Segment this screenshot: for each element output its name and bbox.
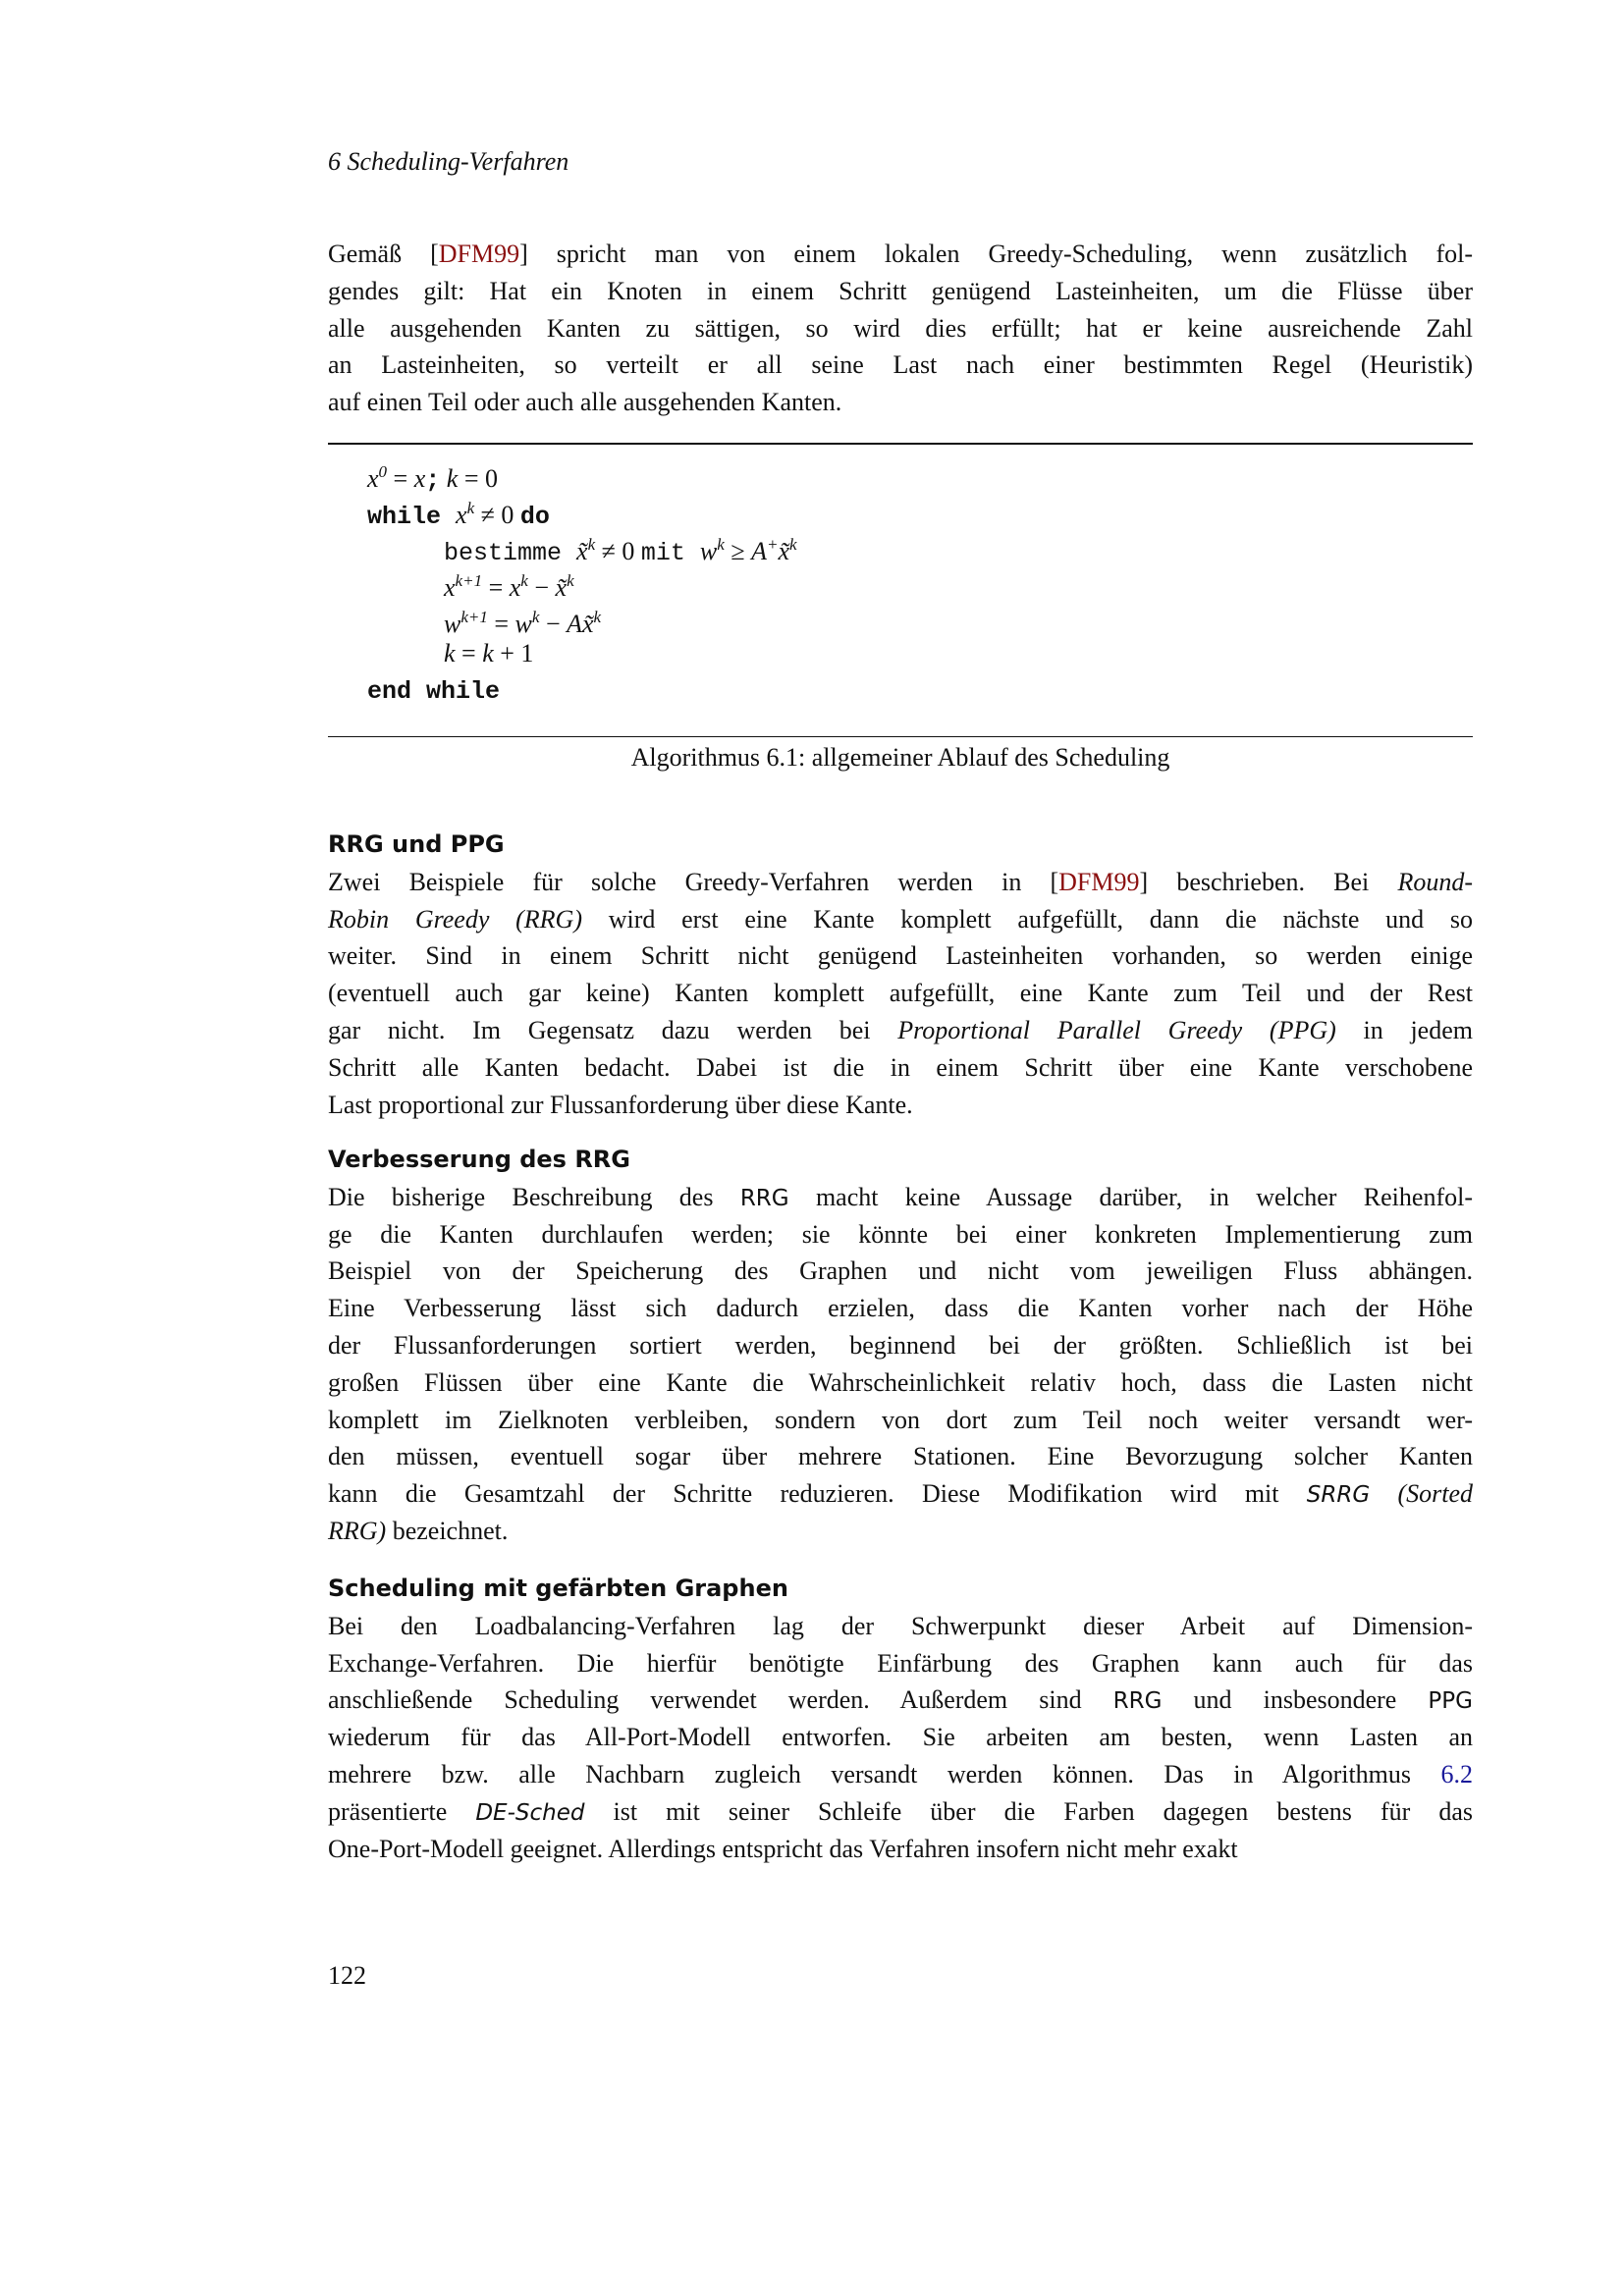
text-line xyxy=(328,1645,1473,1682)
text-line xyxy=(328,1049,1473,1087)
text-line xyxy=(328,864,1473,901)
code-token: ≥ xyxy=(724,537,752,565)
code-token: k xyxy=(444,639,456,667)
code-token: x xyxy=(367,464,379,493)
text-run: alle ausgehenden Kanten zu sättigen, so wird dies erfüllt; hat er keine ausreichende Zahl xyxy=(328,313,1473,343)
code-token: k+1 xyxy=(455,571,483,590)
code-token: x xyxy=(444,573,456,602)
code-token: w xyxy=(699,537,718,565)
algorithm-bottom-rule xyxy=(328,736,1473,737)
code-token: 0 xyxy=(378,462,388,481)
text-run: DE-Sched xyxy=(475,1799,585,1826)
code-token: x̃ xyxy=(576,537,588,565)
text-run: großen Flüssen über eine Kante die Wahrscheinlichkeit relativ hoch, dass die Lasten nicht xyxy=(328,1367,1473,1397)
code-token: = xyxy=(487,610,515,638)
code-token: ; xyxy=(425,466,441,495)
text-line xyxy=(328,1179,1473,1216)
code-token: k xyxy=(446,464,459,493)
code-token: k xyxy=(593,608,602,626)
running-head: 6 Scheduling-Verfahren xyxy=(328,147,569,176)
section-verbesserung-rrg xyxy=(328,1142,1473,1550)
text-run: komplett im Zielknoten verbleiben, sondern von dort zum Teil noch weiter versandt wer- xyxy=(328,1405,1473,1434)
text-line xyxy=(328,1682,1473,1719)
algorithm-line xyxy=(367,635,1512,671)
code-token: bestimme xyxy=(444,539,577,567)
code-token: k xyxy=(520,571,528,590)
intro-paragraph xyxy=(328,236,1473,421)
code-token: k xyxy=(587,535,596,554)
text-line xyxy=(328,1756,1473,1793)
code-token: k+1 xyxy=(460,608,488,626)
code-token: w xyxy=(514,610,532,638)
text-run: bezeichnet. xyxy=(386,1516,509,1545)
text-line xyxy=(328,1216,1473,1254)
text-run: wird erst eine Kante komplett aufgefüllt, dann die nächste und so xyxy=(581,904,1474,934)
citation-link[interactable]: DFM99 xyxy=(1058,867,1140,896)
text-run: wiederum für das All-Port-Modell entworfen. Sie arbeiten am besten, wenn Lasten an xyxy=(328,1723,1473,1752)
text-run: One-Port-Modell geeignet. Allerdings entspricht das Verfahren insofern nicht mehr exakt xyxy=(328,1834,1238,1863)
text-line xyxy=(328,347,1473,384)
text-line xyxy=(328,937,1473,975)
code-token: do xyxy=(519,503,550,531)
algorithm-listing xyxy=(367,454,1512,708)
algorithm-line xyxy=(367,526,1512,567)
code-token: + xyxy=(766,535,779,554)
code-token: k xyxy=(531,608,540,626)
algorithm-caption: Algorithmus 6.1: allgemeiner Ablauf des Scheduling xyxy=(630,743,1170,772)
text-run: den müssen, eventuell sogar über mehrere Stationen. Eine Bevorzugung solcher Kanten xyxy=(328,1442,1473,1471)
text-run: PPG xyxy=(1428,1688,1473,1715)
algorithm-line xyxy=(367,671,1512,708)
text-run: ge die Kanten durchlaufen werden; sie könnte bei einer konkreten Implementierung zum xyxy=(328,1219,1473,1249)
text-line xyxy=(328,1513,1473,1550)
code-token: − xyxy=(527,573,556,602)
text-run: Bei den Loadbalancing-Verfahren lag der Schwerpunkt dieser Arbeit auf Dimension- xyxy=(328,1611,1473,1640)
text-line xyxy=(328,1475,1473,1513)
text-run: RRG xyxy=(1112,1688,1163,1715)
text-line xyxy=(328,1012,1473,1049)
text-run: Exchange-Verfahren. Die hierfür benötigte Einfärbung des Graphen kann auch für das xyxy=(328,1648,1473,1678)
code-token: k xyxy=(717,535,725,554)
text-run: Beispiel von der Speicherung des Graphen und nicht vom jeweiligen Fluss abhängen. xyxy=(328,1256,1473,1286)
text-run: ] spricht man von einem lokalen Greedy-Scheduling, wenn zusätzlich fol- xyxy=(519,240,1473,268)
page-number: 122 xyxy=(328,1961,366,1990)
text-run: gar nicht. Im Gegensatz dazu werden bei xyxy=(328,1015,898,1044)
code-token: w xyxy=(444,610,461,638)
text-run: RRG) xyxy=(328,1516,387,1545)
text-run: Proportional Parallel Greedy (PPG) xyxy=(897,1015,1336,1044)
cross-reference-link[interactable]: 6.2 xyxy=(1440,1759,1473,1789)
code-token: x xyxy=(456,501,467,529)
code-token: x̃ xyxy=(778,537,790,565)
text-run: mehrere bzw. alle Nachbarn zugleich versandt werden können. Das in Algorithmus xyxy=(328,1759,1441,1789)
section-rrg-ppg xyxy=(328,827,1473,1123)
code-token: − xyxy=(539,610,568,638)
text-line xyxy=(328,1831,1473,1868)
text-run: und insbesondere xyxy=(1162,1685,1429,1715)
code-token: k xyxy=(567,571,574,590)
text-line xyxy=(328,273,1473,310)
text-run: SRRG xyxy=(1306,1482,1371,1509)
text-run: Robin Greedy (RRG) xyxy=(328,904,582,934)
text-run: (eventuell auch gar keine) Kanten komplett aufgefüllt, eine Kante zum Teil und der Rest xyxy=(328,979,1473,1008)
text-line xyxy=(328,1402,1473,1439)
text-run: anschließende Scheduling verwendet werden. Außerdem sind xyxy=(328,1685,1113,1715)
code-token: ≠ 0 xyxy=(595,537,641,565)
text-run: Schritt alle Kanten bedacht. Dabei ist die in einem Schritt über eine Kante verschobene xyxy=(328,1052,1473,1082)
code-token: x̃ xyxy=(555,573,568,602)
text-run: ] beschrieben. Bei xyxy=(1139,867,1398,896)
code-token: = xyxy=(455,639,483,667)
text-line xyxy=(328,384,1473,421)
text-run: weiter. Sind in einem Schritt nicht genügend Lasteinheiten vorhanden, so werden einige xyxy=(328,941,1473,971)
text-line xyxy=(328,1608,1473,1645)
text-run: (Sorted xyxy=(1370,1479,1473,1509)
code-token: end while xyxy=(367,677,501,706)
algorithm-top-rule xyxy=(328,443,1473,445)
text-line xyxy=(328,1253,1473,1290)
code-token: x xyxy=(509,573,521,602)
text-line xyxy=(328,975,1473,1012)
citation-link[interactable]: DFM99 xyxy=(438,240,520,268)
text-run: kann die Gesamtzahl der Schritte reduzieren. Diese Modifikation wird mit xyxy=(328,1479,1307,1509)
text-line xyxy=(328,1719,1473,1756)
text-run: Zwei Beispiele für solche Greedy-Verfahren werden in [ xyxy=(328,867,1059,896)
text-run: auf einen Teil oder auch alle ausgehenden Kanten. xyxy=(328,388,842,417)
code-token: k xyxy=(482,639,494,667)
section-heading: Scheduling mit gefärbten Graphen xyxy=(328,1575,788,1602)
code-token: = xyxy=(387,464,414,493)
text-run: Die bisherige Beschreibung des xyxy=(328,1182,740,1211)
text-run: gendes gilt: Hat ein Knoten in einem Schritt genügend Lasteinheiten, um die Flüsse über xyxy=(328,276,1473,305)
text-run: der Flussanforderungen sortiert werden, beginnend bei der größten. Schließlich ist bei xyxy=(328,1330,1473,1360)
text-line xyxy=(328,310,1473,347)
algorithm-line xyxy=(367,454,1512,495)
text-run: Round- xyxy=(1397,867,1473,896)
text-run: Gemäß [ xyxy=(328,240,439,268)
text-run: präsentierte xyxy=(328,1796,476,1826)
text-run: Last proportional zur Flussanforderung über diese Kante. xyxy=(328,1090,913,1119)
code-token: A xyxy=(751,537,767,565)
code-token: = 0 xyxy=(458,464,498,493)
text-run: in jedem xyxy=(1335,1015,1473,1044)
text-line xyxy=(328,1087,1473,1124)
text-line xyxy=(328,1290,1473,1327)
text-run: ist mit seiner Schleife über die Farben dagegen bestens für das xyxy=(584,1796,1474,1826)
code-token: Ax̃ xyxy=(567,610,594,638)
text-run: an Lasteinheiten, so verteilt er all seine Last nach einer bestimmten Regel (Heuristik) xyxy=(328,350,1473,380)
text-line xyxy=(328,1438,1473,1475)
text-run: RRG xyxy=(739,1185,789,1211)
text-line xyxy=(328,1793,1473,1831)
section-scheduling-gefaerbte-graphen xyxy=(328,1571,1473,1867)
code-token: ≠ 0 xyxy=(474,501,520,529)
code-token: k xyxy=(789,535,797,554)
code-token: mit xyxy=(640,539,700,567)
algorithm-line xyxy=(367,490,1512,531)
text-line xyxy=(328,236,1473,273)
text-run: macht keine Aussage darüber, in welcher Reihenfol- xyxy=(788,1182,1473,1211)
algorithm-line xyxy=(367,599,1512,638)
section-heading: RRG und PPG xyxy=(328,830,505,858)
text-run: Eine Verbesserung lässt sich dadurch erzielen, dass die Kanten vorher nach der Höhe xyxy=(328,1294,1473,1323)
text-line xyxy=(328,1364,1473,1402)
code-token: + 1 xyxy=(493,639,534,667)
text-line xyxy=(328,901,1473,938)
code-token: x xyxy=(413,464,426,493)
section-heading: Verbesserung des RRG xyxy=(328,1146,630,1173)
algorithm-line xyxy=(367,562,1512,602)
text-line xyxy=(328,1327,1473,1364)
code-token: k xyxy=(466,499,475,517)
code-token: while xyxy=(367,503,457,531)
code-token: = xyxy=(482,573,510,602)
